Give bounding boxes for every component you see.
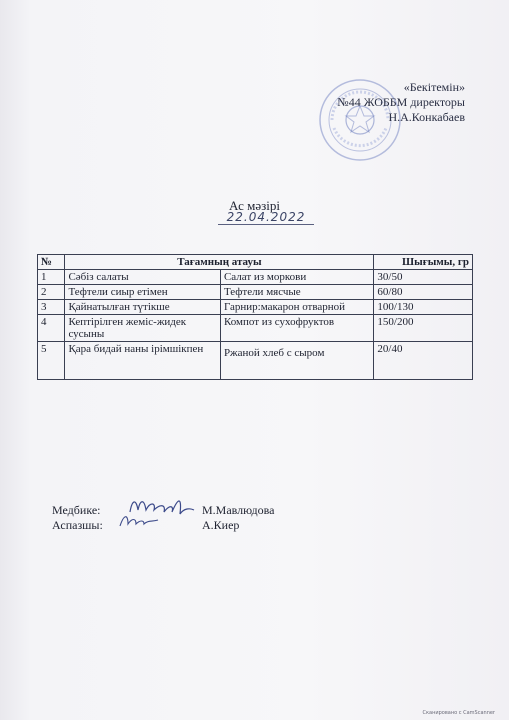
row-name-ru: Компот из сухофруктов (220, 315, 373, 342)
table-row (38, 300, 473, 315)
signature-role: Медбике: (52, 503, 101, 517)
table-row (38, 285, 473, 300)
table-row (38, 315, 473, 342)
menu-date: 22.04.2022 (218, 210, 314, 225)
menu-title: Ас мәзірі (229, 198, 280, 213)
approval-position: №44 ЖОББМ директоры (337, 95, 465, 109)
approval-title: «Бекітемін» (403, 80, 465, 94)
row-num: 3 (38, 300, 65, 315)
row-name-ru: Салат из моркови (220, 270, 373, 285)
row-name-kz: Сәбіз салаты (65, 270, 221, 285)
row-output: 150/200 (374, 315, 473, 342)
row-output: 100/130 (374, 300, 473, 315)
handwritten-signature (118, 510, 160, 530)
row-name-ru: Ржаной хлеб с сыром (220, 342, 373, 380)
row-name-ru: Гарнир:макарон отварной (220, 300, 373, 315)
row-name-kz: Тефтели сиыр етімен (65, 285, 221, 300)
signature-role: Аспазшы: (52, 518, 103, 532)
row-num: 5 (38, 342, 65, 380)
row-name-kz: Қайнатылған түтікше (65, 300, 221, 315)
row-num: 1 (38, 270, 65, 285)
row-name-kz: Кептірілген жеміс-жидек сусыны (65, 315, 221, 342)
signature-name: А.Киер (202, 518, 240, 532)
row-name-kz: Қара бидай наны ірімшікпен (65, 342, 221, 380)
header-output: Шығымы, гр (374, 255, 473, 270)
header-num: № (38, 255, 65, 270)
row-output: 60/80 (374, 285, 473, 300)
header-name: Тағамның атауы (65, 255, 374, 270)
table-row (38, 342, 473, 380)
scanner-watermark: Сканировано с CamScanner (422, 710, 495, 716)
signature-name: М.Мавлюдова (202, 503, 275, 517)
row-num: 2 (38, 285, 65, 300)
approval-name: Н.А.Конкабаев (388, 110, 465, 124)
menu-table (37, 254, 473, 380)
row-output: 20/40 (374, 342, 473, 380)
row-output: 30/50 (374, 270, 473, 285)
row-num: 4 (38, 315, 65, 342)
approval-block (337, 80, 465, 125)
table-header-row (38, 255, 473, 270)
row-name-ru: Тефтели мясчые (220, 285, 373, 300)
table-row (38, 270, 473, 285)
